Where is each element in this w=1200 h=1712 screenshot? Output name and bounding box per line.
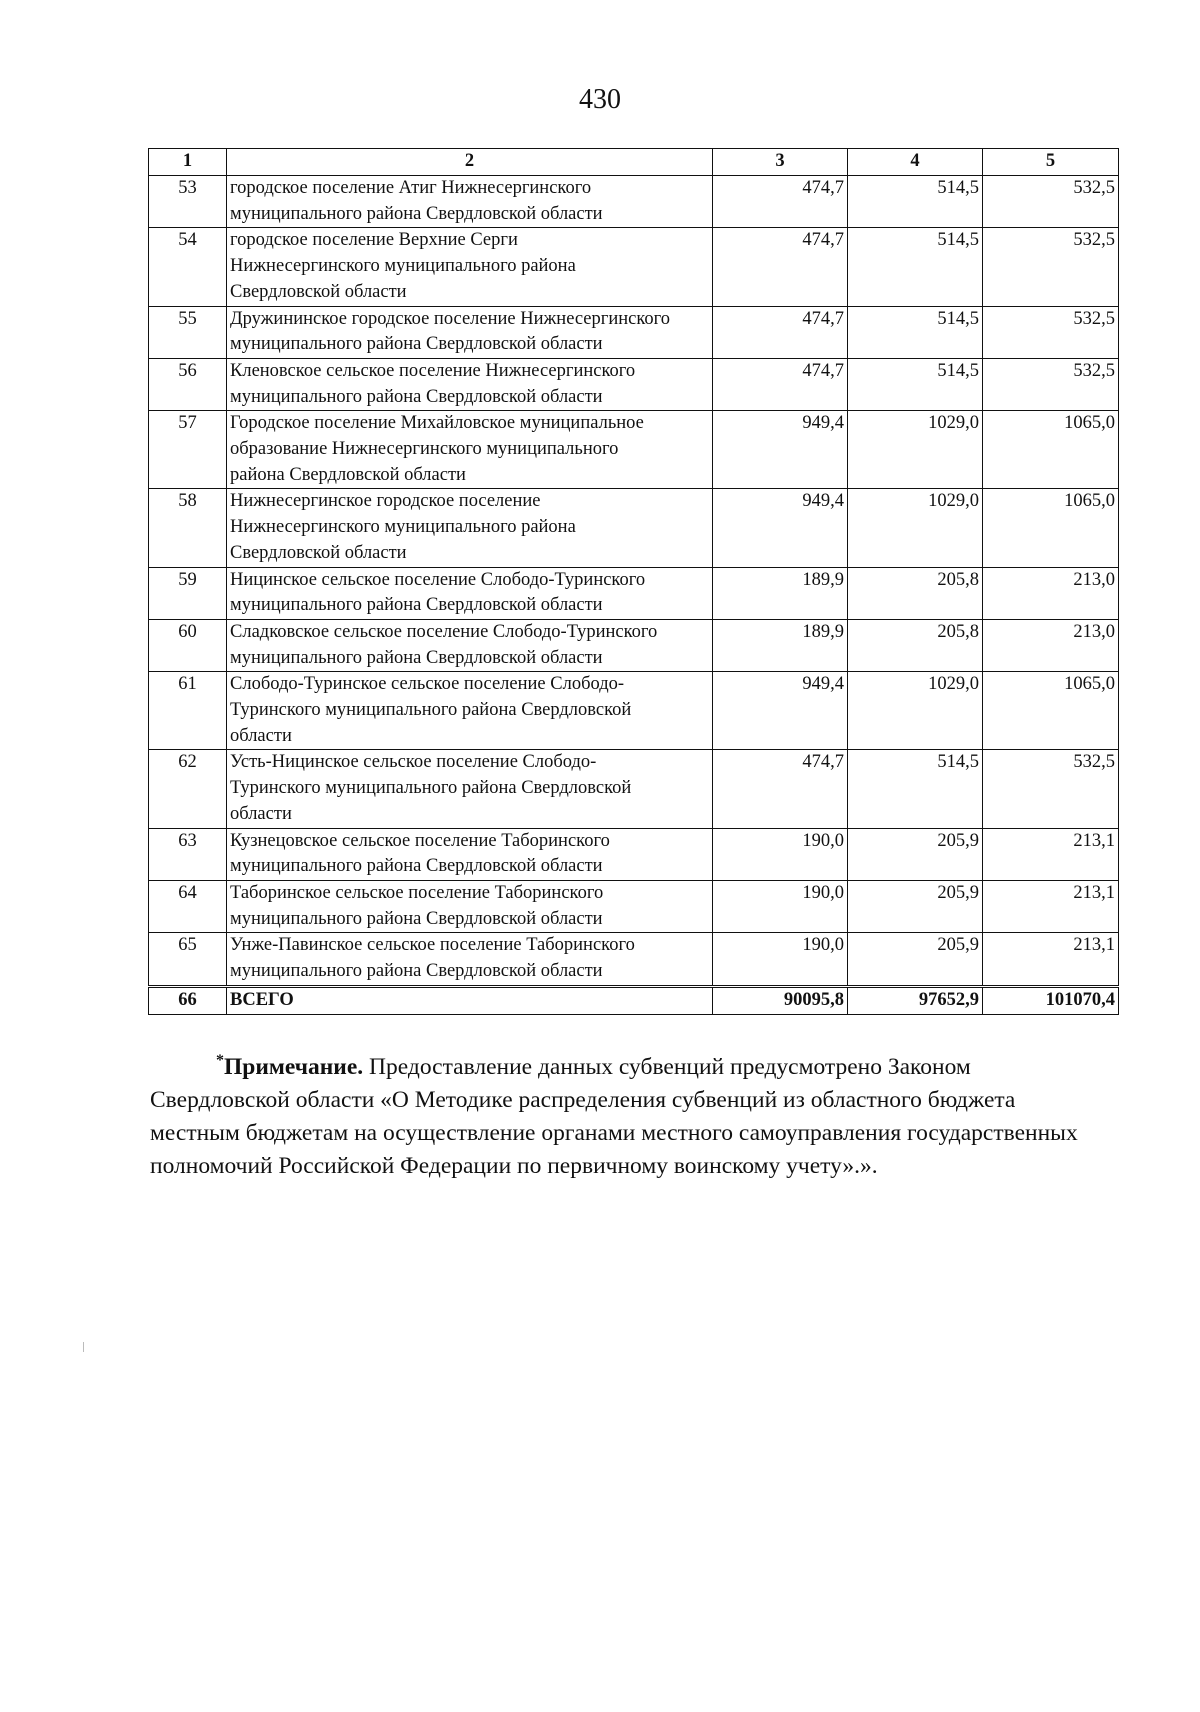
value-col-5: 1065,0 xyxy=(983,489,1119,567)
value-col-4: 1029,0 xyxy=(848,489,983,567)
table-row xyxy=(149,411,1119,489)
value-col-5: 213,1 xyxy=(983,828,1119,880)
value-col-3: 949,4 xyxy=(713,411,848,489)
settlement-name xyxy=(227,567,713,619)
row-number: 62 xyxy=(149,750,227,828)
settlement-name-line: области xyxy=(230,803,292,824)
footnote-line: полномочий Российской Федерации по первичному воинскому учету».». xyxy=(150,1152,878,1179)
table-row xyxy=(149,358,1119,410)
value-col-3: 474,7 xyxy=(713,358,848,410)
row-number: 55 xyxy=(149,306,227,358)
row-number: 57 xyxy=(149,411,227,489)
value-col-4: 514,5 xyxy=(848,358,983,410)
row-number: 60 xyxy=(149,619,227,671)
table-row xyxy=(149,828,1119,880)
scan-artifact xyxy=(83,1342,84,1352)
settlement-name-line: Городское поселение Михайловское муниципальное xyxy=(230,413,644,434)
value-col-5: 1065,0 xyxy=(983,672,1119,750)
value-col-4: 514,5 xyxy=(848,228,983,306)
total-row xyxy=(149,986,1119,1014)
value-col-3: 949,4 xyxy=(713,672,848,750)
settlement-name-line: Унже-Павинское сельское поселение Таборинского xyxy=(230,935,635,956)
settlement-name-line: муниципального района Свердловской области xyxy=(230,647,603,668)
settlement-name xyxy=(227,619,713,671)
settlement-name-line: Таборинское сельское поселение Таборинского xyxy=(230,882,604,903)
settlement-name-line: Нижнесергинское городское поселение xyxy=(230,491,541,512)
column-header: 3 xyxy=(713,149,848,176)
value-col-5: 213,0 xyxy=(983,567,1119,619)
footnote-line xyxy=(150,1044,1110,1084)
settlement-name xyxy=(227,358,713,410)
value-col-3: 474,7 xyxy=(713,228,848,306)
settlement-name-line: Кузнецовское сельское поселение Таборинского xyxy=(230,830,610,851)
footnote xyxy=(150,1044,1110,1183)
value-col-5: 532,5 xyxy=(983,750,1119,828)
settlement-name xyxy=(227,306,713,358)
footnote-line: местным бюджетам на осуществление органами местного самоуправления государственных xyxy=(150,1119,1078,1146)
table-row xyxy=(149,619,1119,671)
settlement-name xyxy=(227,672,713,750)
settlement-name-line: муниципального района Свердловской области xyxy=(230,386,603,407)
row-number: 53 xyxy=(149,176,227,228)
settlement-name xyxy=(227,489,713,567)
row-number: 61 xyxy=(149,672,227,750)
footnote-line: Свердловской области «О Методике распределения субвенций из областного бюджета xyxy=(150,1086,1016,1113)
value-col-4: 1029,0 xyxy=(848,672,983,750)
settlement-name-line: Туринского муниципального района Свердловской xyxy=(230,778,632,799)
settlement-name-line: района Свердловской области xyxy=(230,464,466,485)
value-col-3: 474,7 xyxy=(713,306,848,358)
settlement-name xyxy=(227,411,713,489)
value-col-3: 474,7 xyxy=(713,176,848,228)
value-col-4: 514,5 xyxy=(848,176,983,228)
settlement-name xyxy=(227,228,713,306)
row-number: 58 xyxy=(149,489,227,567)
table-row xyxy=(149,933,1119,986)
value-col-5: 1065,0 xyxy=(983,411,1119,489)
value-col-5: 213,1 xyxy=(983,933,1119,986)
value-col-5: 532,5 xyxy=(983,228,1119,306)
settlement-name xyxy=(227,828,713,880)
value-col-4: 205,8 xyxy=(848,619,983,671)
table-row xyxy=(149,228,1119,306)
footnote-label: Примечание. xyxy=(224,1053,364,1080)
value-col-5: 532,5 xyxy=(983,176,1119,228)
value-col-3: 474,7 xyxy=(713,750,848,828)
row-number: 56 xyxy=(149,358,227,410)
total-col-3: 90095,8 xyxy=(713,986,848,1014)
settlement-name-line: муниципального района Свердловской области xyxy=(230,203,603,224)
settlement-name-line: области xyxy=(230,725,292,746)
total-label: ВСЕГО xyxy=(227,986,713,1014)
value-col-3: 949,4 xyxy=(713,489,848,567)
settlement-name-line: городское поселение Верхние Серги xyxy=(230,230,518,251)
table-row xyxy=(149,306,1119,358)
settlement-name-line: Сладковское сельское поселение Слободо-Туринского xyxy=(230,621,658,642)
footnote-text: Предоставление данных субвенций предусмотрено Законом xyxy=(363,1053,971,1080)
settlement-name-line: Слободо-Туринское сельское поселение Слободо- xyxy=(230,674,625,695)
value-col-4: 205,9 xyxy=(848,828,983,880)
table-row xyxy=(149,489,1119,567)
settlement-name-line: муниципального района Свердловской области xyxy=(230,856,603,877)
table-header-row xyxy=(149,149,1119,176)
value-col-3: 189,9 xyxy=(713,567,848,619)
row-number: 65 xyxy=(149,933,227,986)
value-col-5: 532,5 xyxy=(983,358,1119,410)
settlement-name-line: Нижнесергинского муниципального района xyxy=(230,517,576,538)
settlement-name xyxy=(227,933,713,986)
table-row xyxy=(149,880,1119,932)
value-col-4: 514,5 xyxy=(848,750,983,828)
row-number: 59 xyxy=(149,567,227,619)
total-col-4: 97652,9 xyxy=(848,986,983,1014)
table-row xyxy=(149,176,1119,228)
settlement-name-line: Свердловской области xyxy=(230,542,407,563)
table-body xyxy=(149,176,1119,1015)
value-col-3: 190,0 xyxy=(713,880,848,932)
column-header: 5 xyxy=(983,149,1119,176)
total-row-number: 66 xyxy=(149,986,227,1014)
column-header: 4 xyxy=(848,149,983,176)
value-col-5: 213,0 xyxy=(983,619,1119,671)
value-col-4: 205,9 xyxy=(848,933,983,986)
settlement-name xyxy=(227,750,713,828)
table-row xyxy=(149,750,1119,828)
column-header: 2 xyxy=(227,149,713,176)
value-col-4: 205,9 xyxy=(848,880,983,932)
settlement-name-line: муниципального района Свердловской области xyxy=(230,595,603,616)
value-col-4: 205,8 xyxy=(848,567,983,619)
settlement-name-line: Туринского муниципального района Свердловской xyxy=(230,700,632,721)
value-col-3: 189,9 xyxy=(713,619,848,671)
table-row xyxy=(149,567,1119,619)
settlement-name-line: Усть-Ницинское сельское поселение Слободо- xyxy=(230,752,597,773)
row-number: 54 xyxy=(149,228,227,306)
total-col-5: 101070,4 xyxy=(983,986,1119,1014)
settlement-name xyxy=(227,880,713,932)
settlement-name-line: Нижнесергинского муниципального района xyxy=(230,256,576,277)
settlement-name-line: муниципального района Свердловской области xyxy=(230,961,603,982)
settlement-name-line: Дружининское городское поселение Нижнесергинского xyxy=(230,308,671,329)
table-row xyxy=(149,672,1119,750)
settlement-name-line: образование Нижнесергинского муниципального xyxy=(230,439,619,460)
value-col-4: 1029,0 xyxy=(848,411,983,489)
footnote-asterisk: * xyxy=(216,1052,224,1069)
settlement-name-line: городское поселение Атиг Нижнесергинского xyxy=(230,178,592,198)
value-col-5: 532,5 xyxy=(983,306,1119,358)
value-col-3: 190,0 xyxy=(713,933,848,986)
settlement-name-line: муниципального района Свердловской области xyxy=(230,334,603,355)
value-col-3: 190,0 xyxy=(713,828,848,880)
row-number: 63 xyxy=(149,828,227,880)
settlement-name-line: муниципального района Свердловской области xyxy=(230,908,603,929)
value-col-5: 213,1 xyxy=(983,880,1119,932)
settlement-name-line: Ницинское сельское поселение Слободо-Туринского xyxy=(230,569,646,590)
settlement-name xyxy=(227,176,713,228)
page-number: 430 xyxy=(579,84,621,115)
row-number: 64 xyxy=(149,880,227,932)
column-header: 1 xyxy=(149,149,227,176)
settlement-name-line: Кленовское сельское поселение Нижнесергинского xyxy=(230,360,636,381)
value-col-4: 514,5 xyxy=(848,306,983,358)
subvention-table xyxy=(148,148,1119,1015)
settlement-name-line: Свердловской области xyxy=(230,281,407,302)
